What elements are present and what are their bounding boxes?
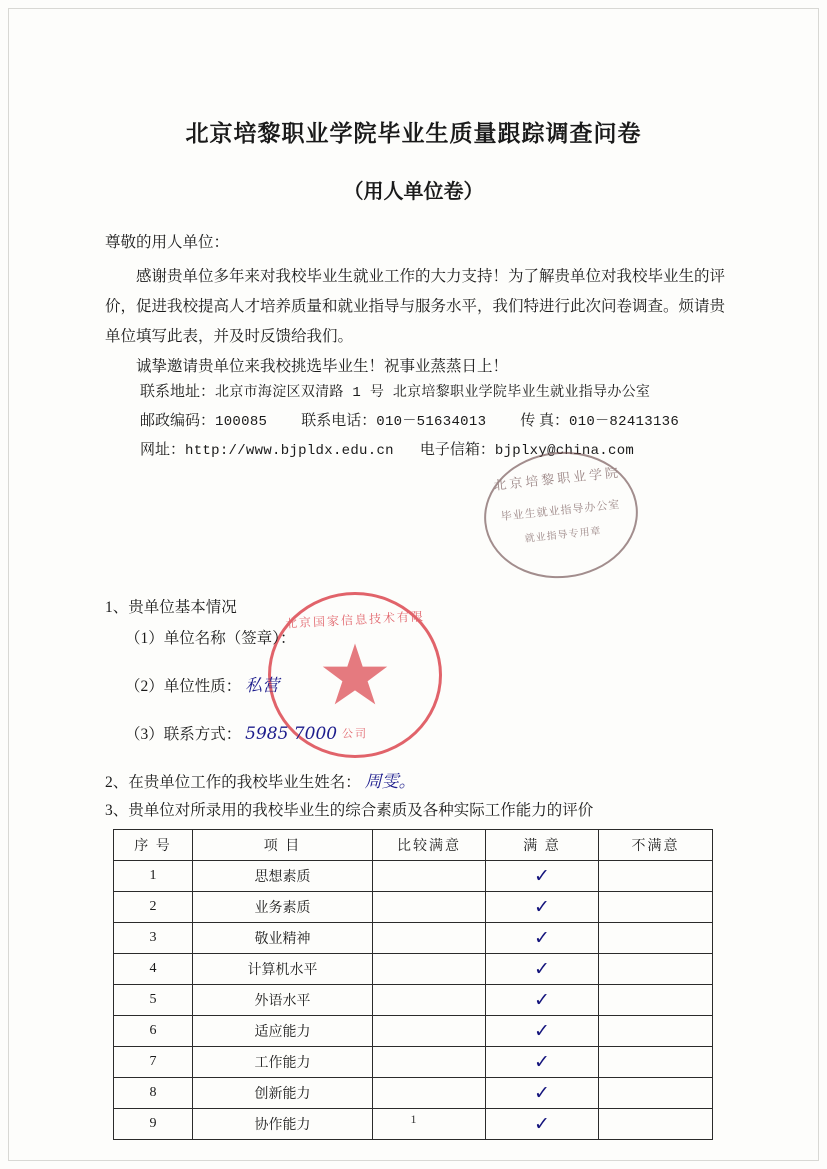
table-row — [114, 892, 713, 923]
cell-satisfied[interactable]: ✓ — [485, 892, 598, 923]
row-item: 工作能力 — [193, 1047, 373, 1078]
table-row — [114, 923, 713, 954]
contact-web-row — [140, 436, 740, 465]
page-title: 北京培黎职业学院毕业生质量跟踪调查问卷 — [185, 120, 642, 146]
table-row — [114, 1016, 713, 1047]
cell-satisfied[interactable]: ✓ — [485, 1078, 598, 1109]
question-2-answer[interactable]: 周雯。 — [364, 772, 416, 792]
official-seal-line-2: 毕业生就业指导办公室 — [500, 498, 621, 524]
row-item: 业务素质 — [193, 892, 373, 923]
cell-satisfied[interactable]: ✓ — [485, 954, 598, 985]
contact-fax-value: 010－82413136 — [569, 414, 680, 430]
evaluation-table — [113, 829, 713, 1140]
table-row — [114, 985, 713, 1016]
contact-fax-label: 传 真： — [520, 413, 570, 429]
red-seal-bottom-text: 公司 — [342, 728, 368, 740]
question-1-3-label: （3）联系方式： — [125, 726, 242, 743]
cell-unsatisfied[interactable] — [598, 954, 712, 985]
row-no: 3 — [114, 923, 193, 954]
official-seal-line-3: 就业指导专用章 — [524, 525, 603, 545]
table-header-unsatisfied: 不满意 — [598, 830, 712, 861]
table-header-row — [114, 830, 713, 861]
table-header-item: 项 目 — [193, 830, 373, 861]
table-header-no: 序 号 — [114, 830, 193, 861]
row-item: 敬业精神 — [193, 923, 373, 954]
contact-email-value[interactable]: bjplxy@china.com — [494, 443, 635, 459]
question-1-2-label: （2）单位性质： — [125, 678, 242, 695]
red-seal-top-text: 北京国家信息技术有限 — [284, 609, 426, 631]
row-item: 创新能力 — [193, 1078, 373, 1109]
row-item: 外语水平 — [193, 985, 373, 1016]
contact-address-label: 联系地址： — [140, 384, 216, 400]
row-no: 4 — [114, 954, 193, 985]
row-item: 计算机水平 — [193, 954, 373, 985]
row-no: 7 — [114, 1047, 193, 1078]
cell-fairly-satisfied[interactable] — [372, 954, 485, 985]
cell-satisfied[interactable]: ✓ — [485, 1047, 598, 1078]
cell-unsatisfied[interactable] — [598, 1016, 712, 1047]
question-1-3 — [125, 721, 337, 748]
row-no: 9 — [114, 1109, 193, 1140]
cell-unsatisfied[interactable] — [598, 861, 712, 892]
row-item: 协作能力 — [193, 1109, 373, 1140]
cell-fairly-satisfied[interactable] — [372, 861, 485, 892]
cell-fairly-satisfied[interactable] — [372, 892, 485, 923]
cell-fairly-satisfied[interactable] — [372, 985, 485, 1016]
contact-website-label: 网址： — [140, 442, 186, 458]
official-seal-line-1: 北京培黎职业学院 — [492, 464, 622, 493]
row-no: 2 — [114, 892, 193, 923]
cell-unsatisfied[interactable] — [598, 985, 712, 1016]
question-2 — [105, 769, 416, 796]
row-no: 8 — [114, 1078, 193, 1109]
question-1-2 — [125, 673, 279, 700]
row-item: 适应能力 — [193, 1016, 373, 1047]
question-2-label: 2、在贵单位工作的我校毕业生姓名： — [105, 774, 361, 791]
contact-postcode-value: 100085 — [215, 414, 268, 430]
table-row — [114, 1047, 713, 1078]
contact-block — [140, 378, 740, 465]
contact-postcode-label: 邮政编码： — [140, 413, 216, 429]
row-no: 1 — [114, 861, 193, 892]
cell-satisfied[interactable]: ✓ — [485, 861, 598, 892]
table-header-satisfied: 满 意 — [485, 830, 598, 861]
salutation: 尊敬的用人单位： — [105, 234, 230, 251]
contact-postcode-row — [140, 407, 740, 436]
page-subtitle: （用人单位卷） — [343, 181, 484, 203]
contact-phone-label: 联系电话： — [301, 413, 377, 429]
contact-website-value[interactable]: http://www.bjpldx.edu.cn — [185, 443, 394, 459]
cell-unsatisfied[interactable] — [598, 923, 712, 954]
table-header-fairly-satisfied: 比较满意 — [372, 830, 485, 861]
page-number: 1 — [410, 1112, 417, 1126]
row-no: 5 — [114, 985, 193, 1016]
question-1-1 — [125, 625, 296, 652]
cell-satisfied[interactable]: ✓ — [485, 923, 598, 954]
cell-satisfied[interactable]: ✓ — [485, 1109, 598, 1140]
question-3: 3、贵单位对所录用的我校毕业生的综合素质及各种实际工作能力的评价 — [105, 802, 594, 819]
row-no: 6 — [114, 1016, 193, 1047]
official-seal-stamp — [478, 444, 644, 585]
contact-address-row — [140, 378, 740, 407]
table-row — [114, 1078, 713, 1109]
cell-unsatisfied[interactable] — [598, 1078, 712, 1109]
table-row — [114, 954, 713, 985]
cell-fairly-satisfied[interactable] — [372, 1016, 485, 1047]
table-body — [114, 861, 713, 1140]
cell-satisfied[interactable]: ✓ — [485, 985, 598, 1016]
row-item: 思想素质 — [193, 861, 373, 892]
cell-fairly-satisfied[interactable] — [372, 1047, 485, 1078]
question-1: 1、贵单位基本情况 — [105, 599, 237, 616]
paragraph-1: 感谢贵单位多年来对我校毕业生就业工作的大力支持！为了解贵单位对我校毕业生的评价，促进我校提高人才培养质量和就业指导与服务水平，我们特进行此次问卷调查。烦请贵单位填写此表，并及时反馈给我们。 — [105, 268, 726, 345]
title-block — [0, 115, 827, 204]
cell-unsatisfied[interactable] — [598, 892, 712, 923]
contact-email-label: 电子信箱： — [419, 442, 495, 458]
cell-fairly-satisfied[interactable] — [372, 1078, 485, 1109]
contact-address-value: 北京市海淀区双清路 1 号 北京培黎职业学院毕业生就业指导办公室 — [215, 385, 651, 401]
question-1-3-answer[interactable]: 5985 7000 — [245, 724, 338, 744]
question-1-2-answer[interactable]: 私营 — [245, 676, 280, 696]
table-row — [114, 861, 713, 892]
paragraph-2: 诚挚邀请贵单位来我校挑选毕业生！祝事业蒸蒸日上！ — [136, 358, 509, 375]
question-1-1-label: （1）单位名称（签章）： — [125, 630, 296, 647]
cell-fairly-satisfied[interactable] — [372, 923, 485, 954]
contact-phone-value: 010－51634013 — [376, 414, 487, 430]
cell-unsatisfied[interactable] — [598, 1047, 712, 1078]
cell-satisfied[interactable]: ✓ — [485, 1016, 598, 1047]
